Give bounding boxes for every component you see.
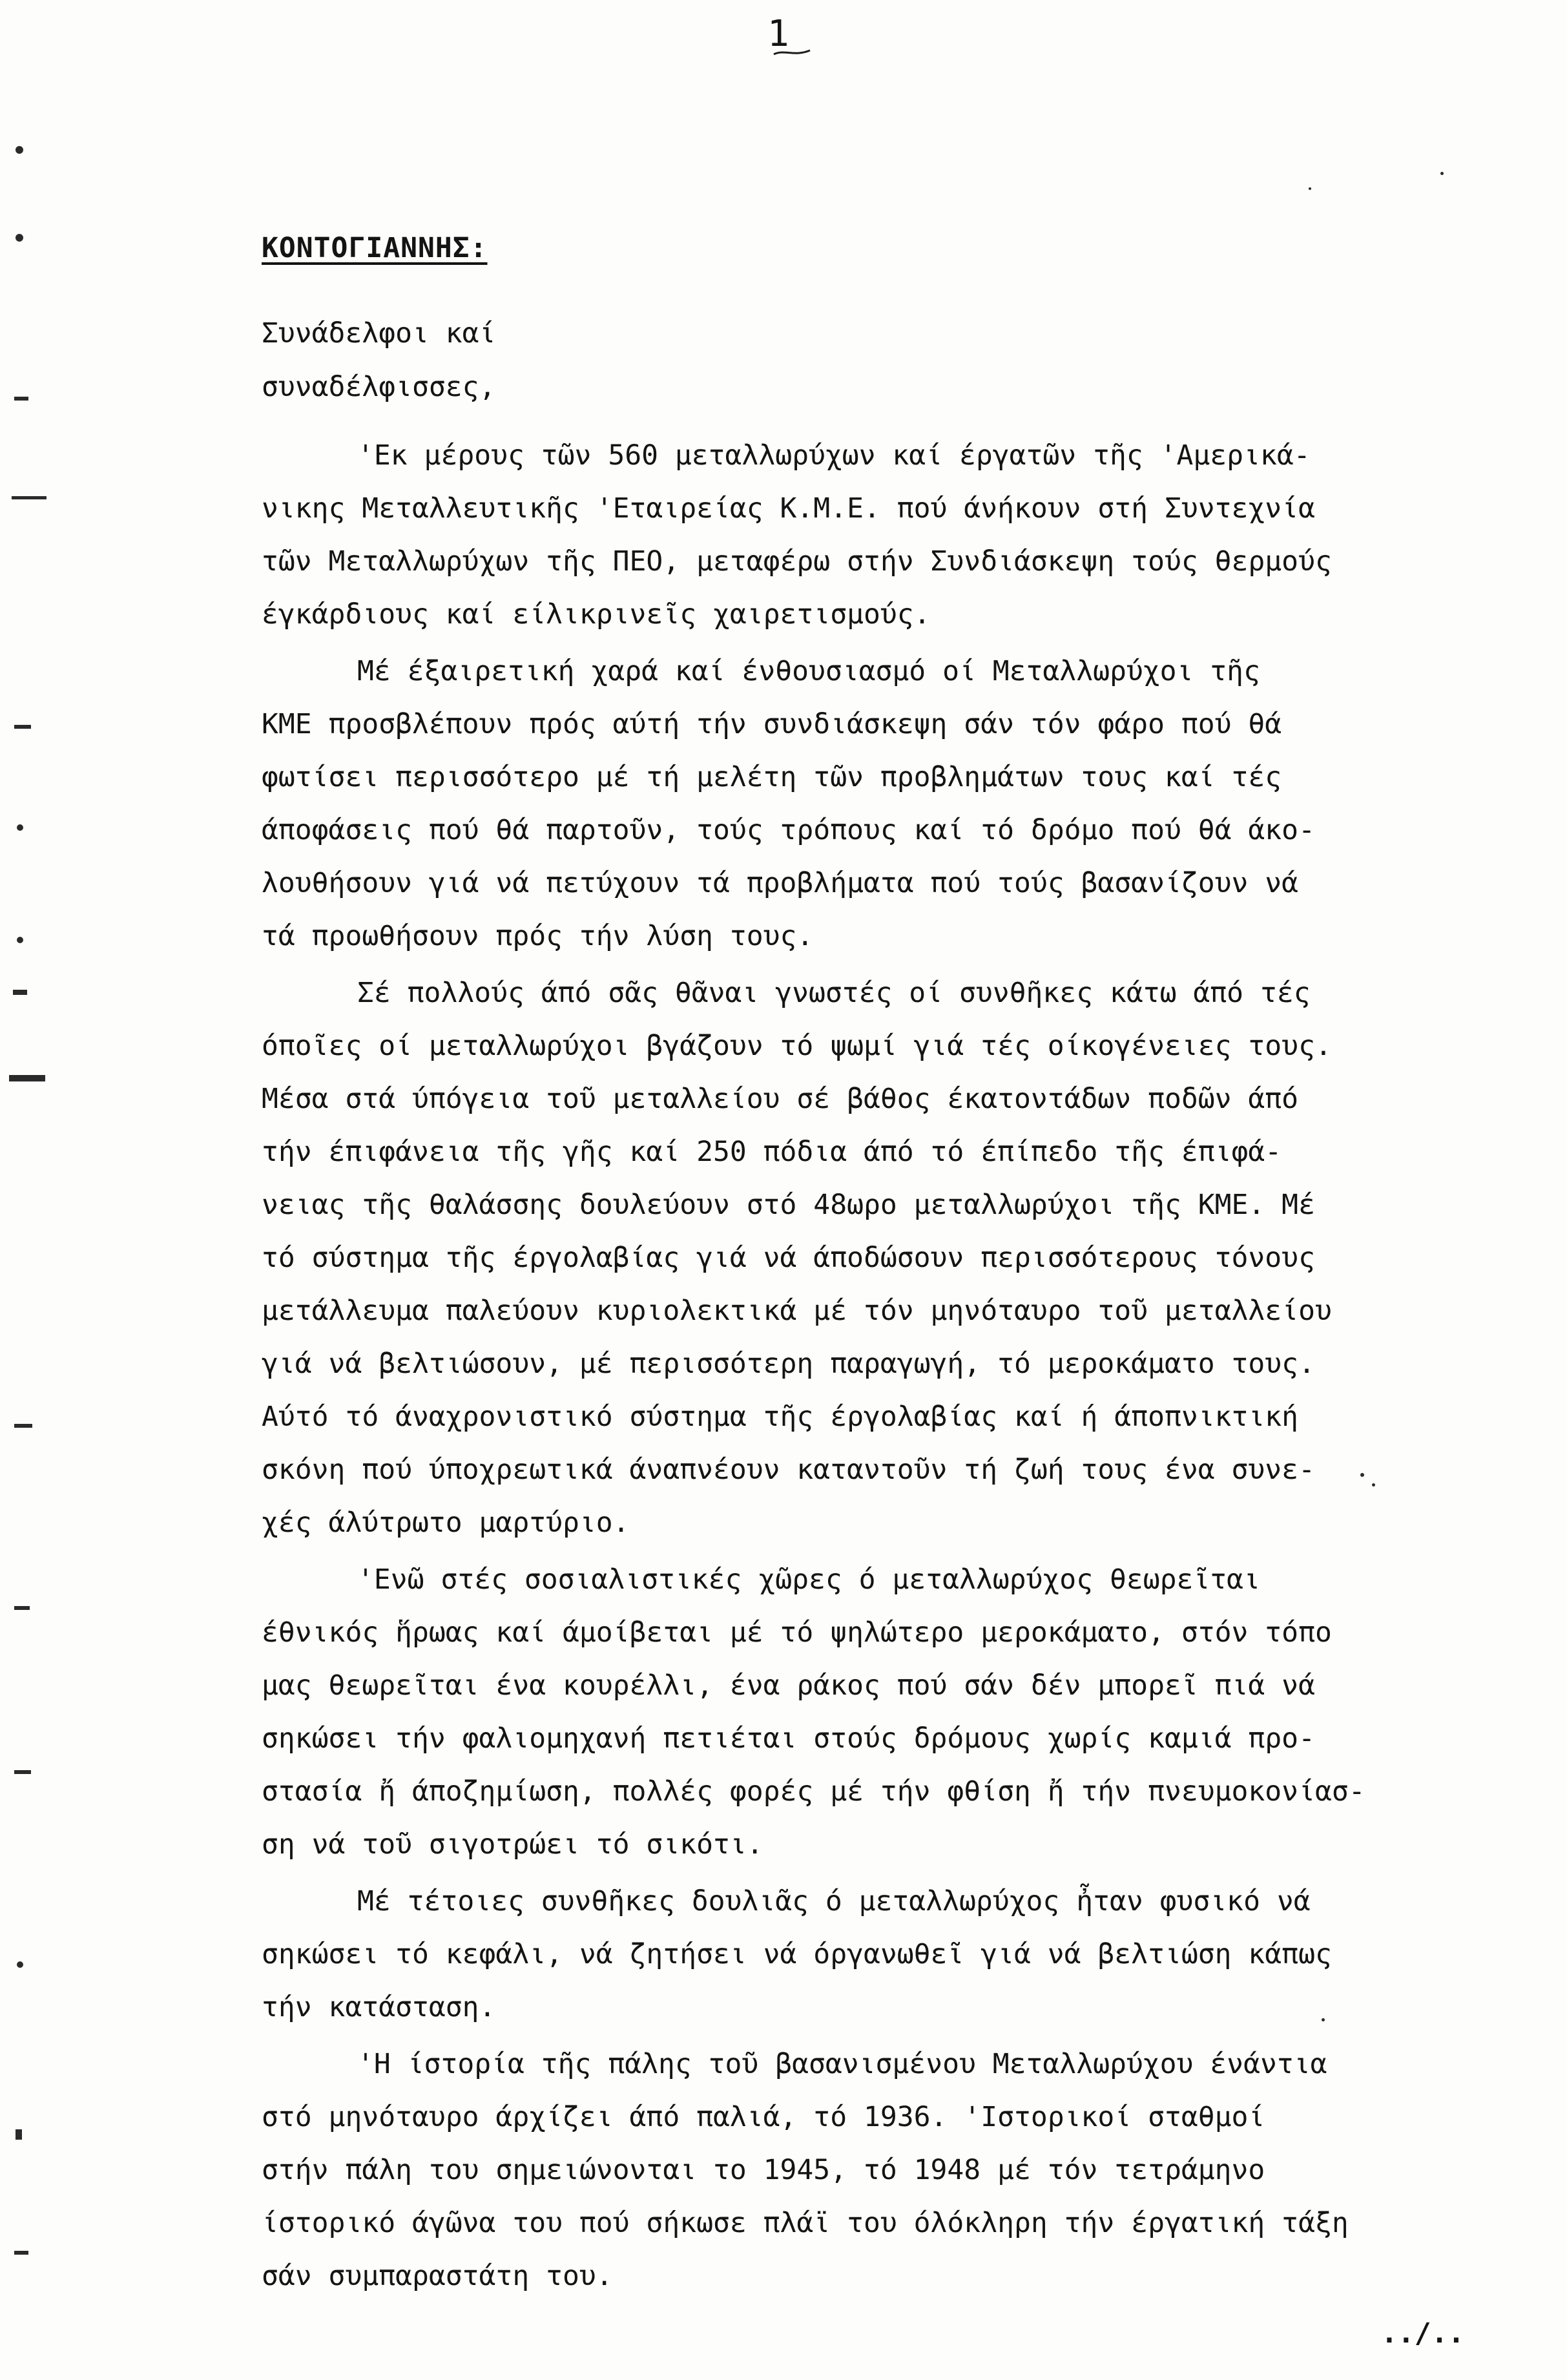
paragraph-line: λουθήσουν γιά νά πετύχουν τά προβλήματα πού τούς βασανίζουν νά — [262, 867, 1299, 899]
paragraph-line: έγκάρδιους καί είλικρινεῖς χαιρετισμούς. — [262, 598, 931, 631]
speaker-heading: ΚΟΝΤΟΓΙΑΝΝΗΣ: — [262, 232, 488, 264]
scan-mark — [16, 146, 23, 154]
scan-mark — [17, 1961, 23, 1968]
scan-mark — [14, 2251, 28, 2255]
paragraph-line: τήν κατάσταση. — [262, 1991, 496, 2023]
scan-mark — [14, 725, 31, 729]
scan-mark — [14, 397, 28, 401]
paragraph-line: στήν πάλη του σημειώνονται το 1945, τό 1948 μέ τόν τετράμηνο — [262, 2154, 1265, 2186]
paragraph-line: έθνικός ἥρωας καί άμοίβεται μέ τό ψηλώτερο μεροκάματο, στόν τόπο — [262, 1616, 1332, 1649]
paragraph-line: Μέ τέτοιες συνθῆκες δουλιᾶς ό μεταλλωρύχος ἦταν φυσικό νά — [357, 1885, 1311, 1917]
paragraph-line: 'Εκ μέρους τῶν 560 μεταλλωρύχων καί έργατῶν τῆς 'Αμερικά- — [357, 439, 1311, 472]
paragraph-line: ίστορικό άγῶνα του πού σήκωσε πλάϊ του όλόκληρη τήν έργατική τάξη — [262, 2207, 1349, 2239]
continuation-mark: ../.. — [1381, 2317, 1465, 2350]
paragraph-line: 'Ενῶ στές σοσιαλιστικές χῶρες ό μεταλλωρύχος θεωρεῖται — [357, 1563, 1260, 1596]
paragraph-line: όποῖες οί μεταλλωρύχοι βγάζουν τό ψωμί γιά τές οίκογένειες τους. — [262, 1030, 1332, 1062]
page-number-flourish — [773, 48, 811, 57]
scan-mark — [14, 1606, 30, 1610]
scan-speck — [1372, 1483, 1375, 1487]
scan-speck — [1440, 172, 1444, 175]
scan-mark — [17, 937, 23, 943]
scan-mark — [16, 234, 23, 242]
scan-speck — [1322, 2018, 1325, 2021]
scan-mark — [12, 496, 47, 499]
paragraph-line: στασία ἤ άποζημίωση, πολλές φορές μέ τήν φθίση ἤ τήν πνευμοκονίασ- — [262, 1775, 1365, 1808]
paragraph-line: χές άλύτρωτο μαρτύριο. — [262, 1507, 630, 1539]
scan-mark — [13, 990, 27, 995]
paragraph-line: σάν συμπαραστάτη του. — [262, 2260, 613, 2292]
paragraph-line: νικης Μεταλλευτικῆς 'Εταιρείας Κ.Μ.Ε. πού άνήκουν στή Συντεχνία — [262, 492, 1315, 525]
paragraph-line: 'Η ίστορία τῆς πάλης τοῦ βασανισμένου Μεταλλωρύχου ένάντια — [357, 2048, 1327, 2080]
paragraph-line: Σέ πολλούς άπό σᾶς θᾶναι γνωστές οί συνθῆκες κάτω άπό τές — [357, 977, 1311, 1009]
salutation-line: Συνάδελφοι καί — [262, 317, 496, 350]
scan-speck — [1309, 187, 1311, 190]
paragraph-line: Αύτό τό άναχρονιστικό σύστημα τῆς έργολαβίας καί ή άποπνικτική — [262, 1401, 1299, 1433]
paragraph-line: ση νά τοῦ σιγοτρώει τό σικότι. — [262, 1828, 763, 1861]
paragraph-line: άποφάσεις πού θά παρτοῦν, τούς τρόπους καί τό δρόμο πού θά άκο- — [262, 814, 1315, 846]
scan-mark — [9, 1075, 45, 1081]
scan-mark — [16, 2129, 22, 2140]
scan-mark — [14, 1424, 32, 1428]
paragraph-line: τό σύστημα τῆς έργολαβίας γιά νά άποδώσουν περισσότερους τόνους — [262, 1242, 1315, 1274]
paragraph-line: τήν έπιφάνεια τῆς γῆς καί 250 πόδια άπό τό έπίπεδο τῆς έπιφά- — [262, 1136, 1282, 1168]
paragraph-line: μετάλλευμα παλεύουν κυριολεκτικά μέ τόν μηνόταυρο τοῦ μεταλλείου — [262, 1295, 1332, 1327]
scan-mark — [17, 824, 23, 831]
paragraph-line: σηκώσει τό κεφάλι, νά ζητήσει νά όργανωθεῖ γιά νά βελτιώση κάπως — [262, 1938, 1332, 1970]
scan-mark — [14, 1770, 31, 1774]
paragraph-line: σηκώσει τήν φαλιομηχανή πετιέται στούς δρόμους χωρίς καμιά προ- — [262, 1722, 1315, 1755]
paragraph-line: φωτίσει περισσότερο μέ τή μελέτη τῶν προβλημάτων τους καί τές — [262, 761, 1282, 793]
paragraph-line: ΚΜΕ προσβλέπουν πρός αύτή τήν συνδιάσκεψη σάν τόν φάρο πού θά — [262, 708, 1282, 740]
paragraph-line: τά προωθήσουν πρός τήν λύση τους. — [262, 920, 814, 952]
salutation-line: συναδέλφισσες, — [262, 371, 496, 403]
scan-speck — [1360, 1473, 1364, 1477]
paragraph-line: μας θεωρεῖται ένα κουρέλλι, ένα ράκος πού σάν δέν μπορεῖ πιά νά — [262, 1669, 1315, 1702]
paragraph-line: στό μηνόταυρο άρχίζει άπό παλιά, τό 1936. 'Ιστορικοί σταθμοί — [262, 2101, 1265, 2133]
paragraph-line: νειας τῆς θαλάσσης δουλεύουν στό 48ωρο μεταλλωρύχοι τῆς ΚΜΕ. Μέ — [262, 1189, 1315, 1221]
paragraph-line: γιά νά βελτιώσουν, μέ περισσότερη παραγωγή, τό μεροκάματο τους. — [262, 1348, 1315, 1380]
paragraph-line: Μέσα στά ύπόγεια τοῦ μεταλλείου σέ βάθος έκατοντάδων ποδῶν άπό — [262, 1083, 1299, 1115]
paragraph-line: τῶν Μεταλλωρύχων τῆς ΠΕΟ, μεταφέρω στήν Συνδιάσκεψη τούς θερμούς — [262, 545, 1332, 578]
paragraph-line: σκόνη πού ύποχρεωτικά άναπνέουν καταντοῦν τή ζωή τους ένα συνε- — [262, 1454, 1315, 1486]
page-number: 1 — [767, 13, 789, 55]
paragraph-line: Μέ έξαιρετική χαρά καί ένθουσιασμό οί Μεταλλωρύχοι τῆς — [357, 655, 1260, 687]
